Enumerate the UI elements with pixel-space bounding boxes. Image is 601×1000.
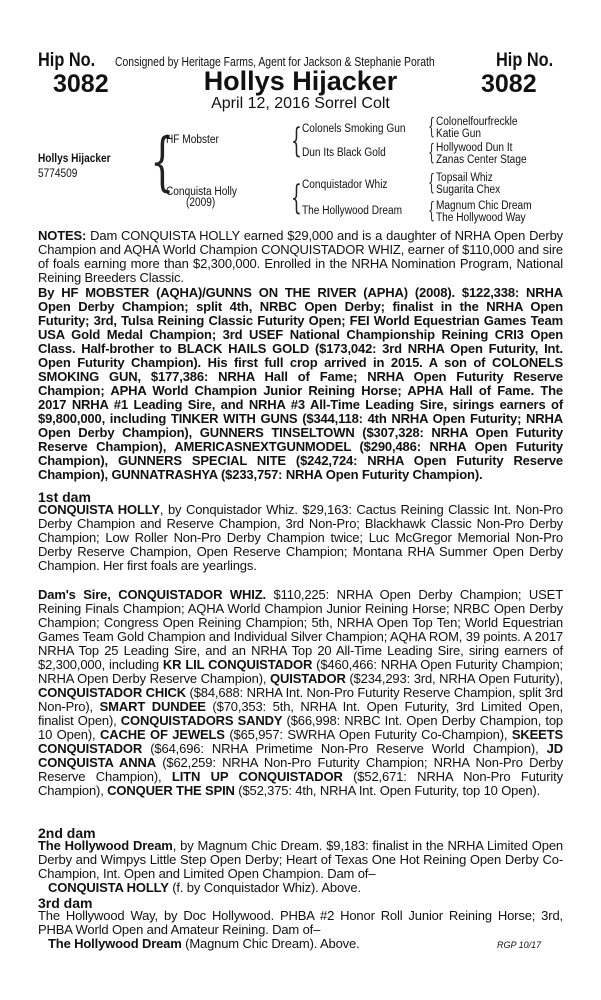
dam-sire-name: Conquistador Whiz bbox=[302, 179, 388, 191]
foal-info: April 12, 2016 Sorrel Colt bbox=[211, 95, 390, 112]
produce-name: CACHE OF JEWELS bbox=[100, 727, 225, 742]
dams-sire-lead: Dam's Sire, CONQUISTADOR WHIZ. bbox=[38, 587, 266, 602]
produce-name: CONQUISTADORS SANDY bbox=[120, 713, 283, 728]
g3-ancestor: The Hollywood Way bbox=[436, 212, 526, 224]
hip-label-right: Hip No. bbox=[496, 50, 554, 71]
second-dam-paragraph bbox=[38, 839, 563, 881]
dams-sire-text: ($62,259: NRHA Non-Pro Futurity Champion; NRHA Non-Pro Derby Reserve Champion), bbox=[38, 755, 563, 784]
third-dam-heading: 3rd dam bbox=[38, 895, 93, 911]
g3-ancestor: Katie Gun bbox=[436, 128, 482, 140]
dams-sire-text: ($70,353: 5th, NRHA Int. Open Futurity, 3rd Limited Open, finalist Open), bbox=[38, 699, 563, 728]
hip-number-right: 3082 bbox=[481, 70, 537, 98]
produce-text: (Magnum Chic Dream). Above. bbox=[181, 936, 360, 951]
dams-sire-text: ($65,957: SWRHA Open Futurity Co-Champion), bbox=[224, 727, 512, 742]
produce-name: LITN UP CONQUISTADOR bbox=[171, 769, 343, 784]
pedigree-subject-name: Hollys Hijacker bbox=[38, 153, 111, 165]
pedigree-brace-sire: { bbox=[291, 121, 302, 161]
g3-ancestor: Magnum Chic Dream bbox=[436, 200, 532, 212]
dams-sire-text: ($52,375: 4th, NRHA Int. Open Futurity, top 10 Open). bbox=[234, 783, 541, 798]
sire-sire-name: Colonels Smoking Gun bbox=[302, 123, 406, 135]
notes-label: NOTES: bbox=[38, 228, 87, 243]
sire-dam-name: Dun Its Black Gold bbox=[302, 147, 386, 159]
dams-sire-text: ($234,293: 3rd, NRHA Open Futurity), bbox=[345, 671, 564, 686]
dams-sire-text: $110,225: NRHA Open Derby Champion; USET Reining Finals Champion; AQHA World Champion Junior Reining Horse; NRBC Open Derby Champion; Congress Open Reining Champion; 5th, NRHA Open Top Ten; World Equestrian Games Team Gold Champion and Individual Silver Champion; AQHA ROM, 39 points. A 2017 NRHA Top 25 Leading Sire, and an NRHA Top 20 All-Time Leading Sire, siring earners of $2,300,000, including bbox=[38, 587, 563, 672]
produce-name: CONQUER THE SPIN bbox=[107, 783, 235, 798]
produce-name: CONQUISTA HOLLY bbox=[48, 880, 169, 895]
produce-name: The Hollywood Dream bbox=[48, 936, 182, 951]
produce-name: SMART DUNDEE bbox=[99, 699, 206, 714]
consigned-by: Consigned by Heritage Farms, Agent for Jackson & Stephanie Porath bbox=[115, 54, 435, 69]
hip-number-left: 3082 bbox=[53, 70, 109, 98]
g3-ancestor: Hollywood Dun It bbox=[436, 142, 513, 154]
pedigree-brace-g3-1: { bbox=[428, 115, 435, 140]
dams-sire-text: ($52,671: NRHA Non-Pro Futurity Champion), bbox=[38, 769, 563, 798]
g3-ancestor: Zanas Center Stage bbox=[436, 154, 527, 166]
sire-name: HF Mobster bbox=[166, 134, 219, 146]
second-dam-text: , by Magnum Chic Dream. $9,183: finalist in the NRHA Limited Open Derby and Wimpys Little Step Open Derby; Heart of Texas One Hot Reining Open Derby Co-Champion, Int. Open and Limited Open Champion. Dam of– bbox=[38, 838, 564, 881]
produce-name: JD CONQUISTA ANNA bbox=[38, 741, 563, 770]
hip-label-left: Hip No. bbox=[38, 50, 96, 71]
second-dam-name: The Hollywood Dream bbox=[38, 838, 173, 853]
pedigree-brace-dam: { bbox=[291, 178, 302, 218]
notes-text: Dam CONQUISTA HOLLY earned $29,000 and is a daughter of NRHA Open Derby Champion and AQHA World Champion CONQUISTADOR WHIZ, earner of $110,000 and sire of foals earning more than $2,300,000. Enrolled in the NRHA Nomination Program, National Reining Breeders Classic. bbox=[38, 228, 563, 285]
dam-dam-name: The Hollywood Dream bbox=[302, 205, 403, 217]
produce-name: QUISTADOR bbox=[270, 671, 346, 686]
pedigree-brace-main: { bbox=[150, 125, 175, 199]
produce-name: CONQUISTADOR CHICK bbox=[38, 685, 187, 700]
first-dam-paragraph bbox=[38, 503, 563, 573]
dam-name: Conquista Holly bbox=[166, 186, 237, 198]
dams-sire-paragraph bbox=[38, 588, 563, 798]
pedigree-brace-g3-3: { bbox=[428, 171, 435, 196]
dams-sire-text: ($84,688: NRHA Int. Non-Pro Futurity Reserve Champion, split 3rd Non-Pro), bbox=[38, 685, 564, 714]
footer-code: RGP 10/17 bbox=[497, 940, 542, 950]
produce-name: KR LIL CONQUISTADOR bbox=[162, 657, 313, 672]
g3-ancestor: Colonelfourfreckle bbox=[436, 116, 518, 128]
dams-sire-text: ($66,998: NRBC Int. Open Derby Champion, top 10 Open), bbox=[38, 713, 563, 742]
second-dam-produce bbox=[48, 881, 563, 895]
pedigree-brace-g3-2: { bbox=[428, 141, 435, 166]
notes-paragraph bbox=[38, 229, 563, 285]
third-dam-paragraph: The Hollywood Way, by Doc Hollywood. PHBA #2 Honor Roll Junior Reining Horse; 3rd, PHBA World Open and Amateur Reining. Dam of– bbox=[38, 908, 563, 937]
horse-name-title: Hollys Hijacker bbox=[203, 66, 398, 96]
third-dam-produce bbox=[48, 937, 448, 951]
sire-paragraph: By HF MOBSTER (AQHA)/GUNNS ON THE RIVER (APHA) (2008). $122,338: NRHA Open Derby Champion; split 4th, NRBC Open Derby; finalist in the NRHA Open Futurity; 3rd, Tulsa Reining Classic Futurity Open; FEI World Equestrian Games Team USA Gold Medal Champion; 3rd USEF National Championship Reining CRI3 Open Class. Half-brother to BLACK HAILS GOLD ($173,042: 3rd NRHA Open Futurity, Int. Open Futurity Champion). His first full crop arrived in 2015. A son of COLONELS SMOKING GUN, $177,386: NRHA Hall of Fame; NRHA Open Futurity Reserve Champion; APHA World Champion Junior Reining Horse; APHA Hall of Fame. The 2017 NRHA #1 Leading Sire, and NRHA #3 All-Time Leading Sire, sirings earners of $9,800,000, including TINKER WITH GUNS ($344,118: 4th NRHA Open Futurity; NRHA Open Derby Champion), GUNNERS TINSELTOWN ($307,328: NRHA Open Futurity Reserve Champion), AMERICASNEXTGUNMODEL ($290,486: NRHA Open Futurity Champion), GUNNERS SPECIAL NITE ($242,724: NRHA Open Futurity Reserve Champion), GUNNATRASHYA ($233,757: NRHA Open Futurity Champion). bbox=[38, 285, 563, 482]
pedigree-brace-g3-4: { bbox=[428, 199, 435, 224]
first-dam-heading: 1st dam bbox=[38, 489, 91, 505]
produce-name: SKEETS CONQUISTADOR bbox=[38, 727, 563, 756]
first-dam-name: CONQUISTA HOLLY bbox=[38, 502, 160, 517]
second-dam-heading: 2nd dam bbox=[38, 825, 96, 841]
dams-sire-text: ($460,466: NRHA Open Futurity Champion; NRHA Open Derby Reserve Champion), bbox=[38, 657, 563, 686]
first-dam-text: , by Conquistador Whiz. $29,163: Cactus Reining Classic Int. Non-Pro Derby Champion and Reserve Champion, 3rd Non-Pro; Blackhawk Classic Non-Pro Derby Champion; Low Roller Non-Pro Derby Champion twice; Luc McGregor Memorial Non-Pro Derby Reserve Champion, Open Reserve Champion; Montana RHA Summer Open Derby Champion. Her first foals are yearlings. bbox=[38, 502, 563, 573]
registration-number: 5774509 bbox=[38, 168, 78, 180]
dams-sire-text: ($64,696: NRHA Primetime Non-Pro Reserve World Champion), bbox=[142, 741, 547, 756]
g3-ancestor: Topsail Whiz bbox=[436, 172, 493, 184]
produce-text: (f. by Conquistador Whiz). Above. bbox=[168, 880, 361, 895]
dam-year: (2009) bbox=[186, 197, 216, 209]
g3-ancestor: Sugarita Chex bbox=[436, 184, 501, 196]
